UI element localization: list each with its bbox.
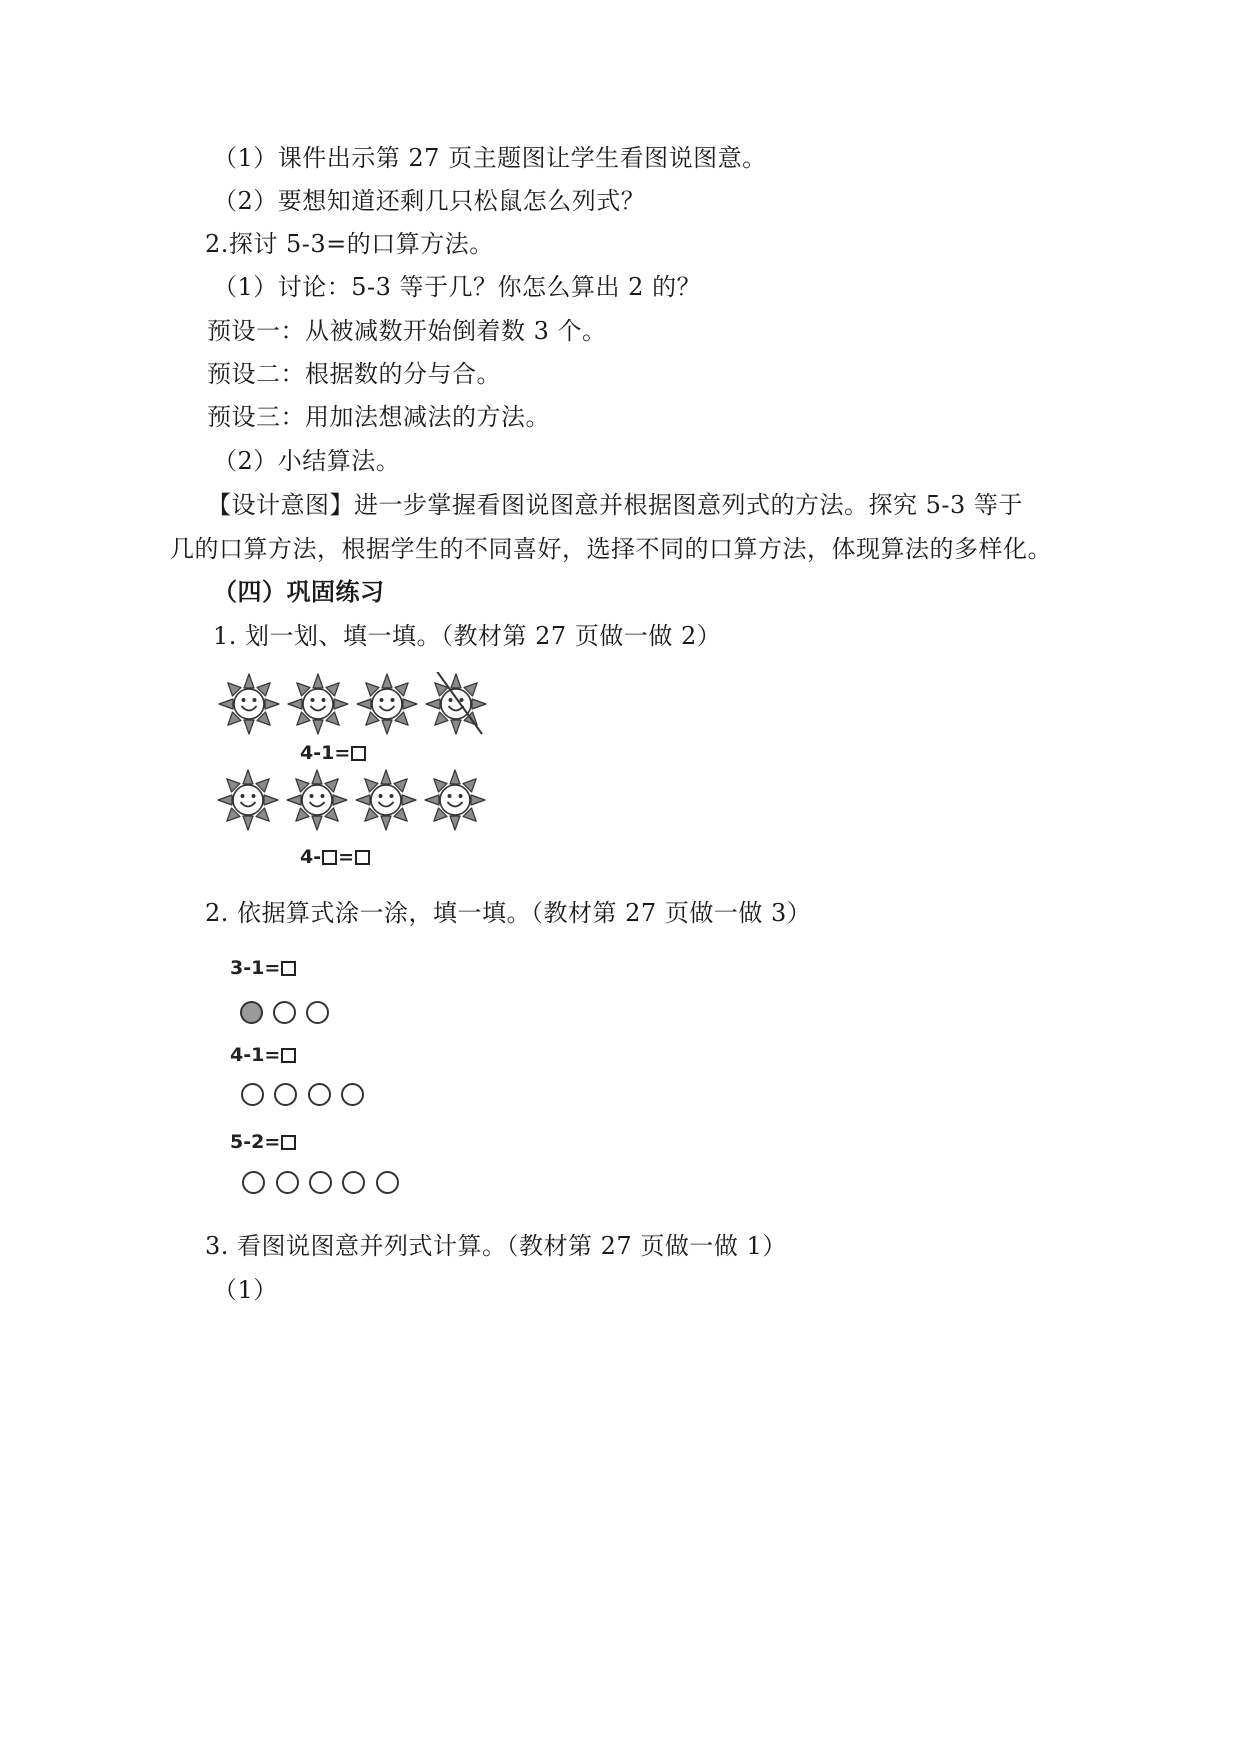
- circle-filled[interactable]: [240, 1001, 263, 1024]
- exercise-3-title: 3. 看图说图意并列式计算。（教材第 27 页做一做 1）: [205, 1232, 787, 1260]
- sun-icon: [354, 768, 418, 832]
- design-intent-line-2: 几的口算方法，根据学生的不同喜好，选择不同的口算方法，体现算法的多样化。: [170, 535, 1052, 563]
- exercise-2-title: 2. 依据算式涂一涂，填一填。（教材第 27 页做一做 3）: [205, 899, 812, 927]
- circle[interactable]: [341, 1083, 364, 1106]
- answer-box[interactable]: [322, 850, 337, 865]
- circle[interactable]: [309, 1171, 332, 1194]
- answer-box[interactable]: [281, 961, 296, 976]
- circle[interactable]: [242, 1171, 265, 1194]
- exercise-2-equation-2: 4-1=: [230, 1044, 297, 1066]
- design-intent-line-1: 【设计意图】进一步掌握看图说图意并根据图意列式的方法。探究 5-3 等于: [207, 491, 1023, 519]
- exercise-1-equation-1: 4-1=: [300, 742, 367, 764]
- summary-text: （2）小结算法。: [213, 447, 401, 475]
- preset-1: 预设一：从被减数开始倒着数 3 个。: [207, 317, 607, 345]
- exercise-2-equation-1: 3-1=: [230, 957, 297, 979]
- sun-icon: [217, 672, 281, 736]
- circle[interactable]: [308, 1083, 331, 1106]
- circle[interactable]: [241, 1083, 264, 1106]
- answer-box[interactable]: [355, 850, 370, 865]
- sun-icon: [286, 672, 350, 736]
- circle[interactable]: [342, 1171, 365, 1194]
- sun-icon: [423, 768, 487, 832]
- sun-icon: [285, 768, 349, 832]
- sun-icon: [216, 768, 280, 832]
- explore-heading: 2.探讨 5-3=的口算方法。: [205, 230, 494, 258]
- preset-2: 预设二：根据数的分与合。: [207, 360, 501, 388]
- exercise-1-title: 1. 划一划、填一填。（教材第 27 页做一做 2）: [213, 622, 722, 650]
- circle[interactable]: [273, 1001, 296, 1024]
- step-2-text: （2）要想知道还剩几只松鼠怎么列式？: [213, 187, 646, 215]
- circle[interactable]: [376, 1171, 399, 1194]
- answer-box[interactable]: [351, 746, 366, 761]
- circle[interactable]: [274, 1083, 297, 1106]
- sun-icon: [355, 672, 419, 736]
- circle[interactable]: [276, 1171, 299, 1194]
- sun-crossed-icon: [424, 672, 488, 736]
- step-1-text: （1）课件出示第 27 页主题图让学生看图说图意。: [213, 144, 767, 172]
- exercise-1-equation-2: 4- =: [300, 846, 371, 868]
- circle[interactable]: [306, 1001, 329, 1024]
- answer-box[interactable]: [281, 1135, 296, 1150]
- exercise-3-sub-1: （1）: [213, 1276, 278, 1304]
- practice-heading: （四）巩固练习: [213, 577, 385, 606]
- answer-box[interactable]: [281, 1048, 296, 1063]
- exercise-2-equation-3: 5-2=: [230, 1131, 297, 1153]
- discuss-text: （1）讨论：5-3 等于几？你怎么算出 2 的？: [213, 273, 702, 301]
- preset-3: 预设三：用加法想减法的方法。: [207, 403, 550, 431]
